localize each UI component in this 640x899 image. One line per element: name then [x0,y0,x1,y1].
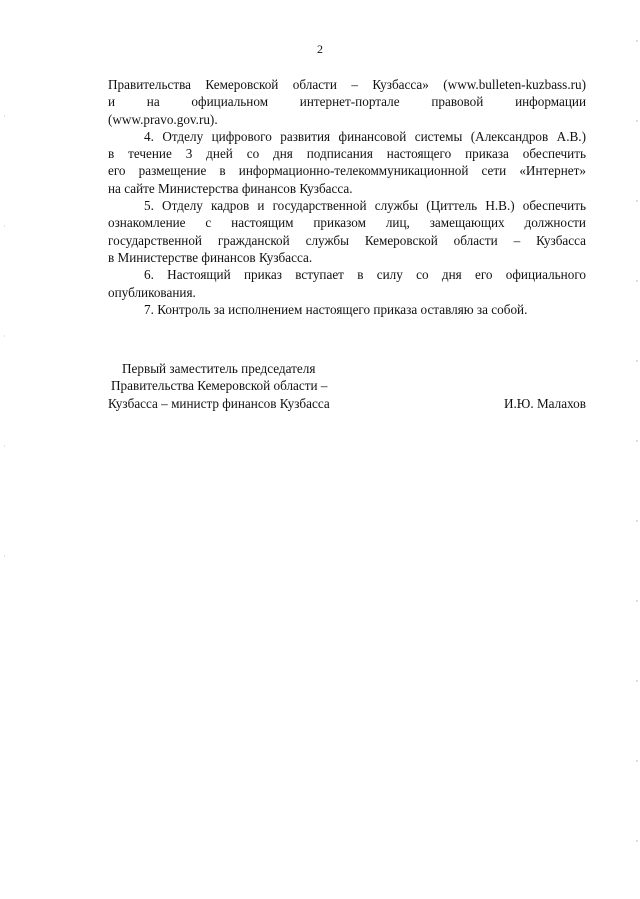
text-line: и на официальном интернет-портале правовой информации [108,94,586,110]
text-line: Правительства Кемеровской области – Кузбасса» (www.bulleten-kuzbass.ru) [108,77,586,92]
paragraph-4-line: на сайте Министерства финансов Кузбасса. [108,180,353,196]
paragraph-6-line: 6. Настоящий приказ вступает в силу со дня его официального [144,267,586,283]
paragraph-4-line: его размещение в информационно-телекоммуникационной сети «Интернет» [108,163,586,179]
document-body [108,76,586,318]
signatory-position-line: Правительства Кемеровской области – [111,378,328,394]
paragraph-4-line: в течение 3 дней со дня подписания настоящего приказа обеспечить [108,146,586,162]
scan-edge-marks-right [636,0,638,899]
text-line: (www.pravo.gov.ru). [108,111,218,127]
paragraph-5-line: государственной гражданской службы Кемеровской области – Кузбасса [108,232,586,248]
paragraph-5-line: ознакомление с настоящим приказом лиц, замещающих должности [108,215,586,231]
paragraph-6-line: опубликования. [108,284,196,300]
signatory-position-line: Первый заместитель председателя [122,361,316,376]
scan-edge-marks-left [4,60,5,620]
page-number: 2 [317,42,323,56]
signatory-name: И.Ю. Малахов [503,395,586,411]
paragraph-5-line: в Министерстве финансов Кузбасса. [108,249,313,265]
paragraph-4-line: 4. Отделу цифрового развития финансовой системы (Александров А.В.) [144,128,586,144]
signatory-position-line: Кузбасса – министр финансов Кузбасса [108,395,330,411]
paragraph-7-line: 7. Контроль за исполнением настоящего приказа оставляю за собой. [144,301,528,317]
signature-block [108,360,586,412]
paragraph-5-line: 5. Отделу кадров и государственной службы (Циттель Н.В.) обеспечить [144,198,586,214]
